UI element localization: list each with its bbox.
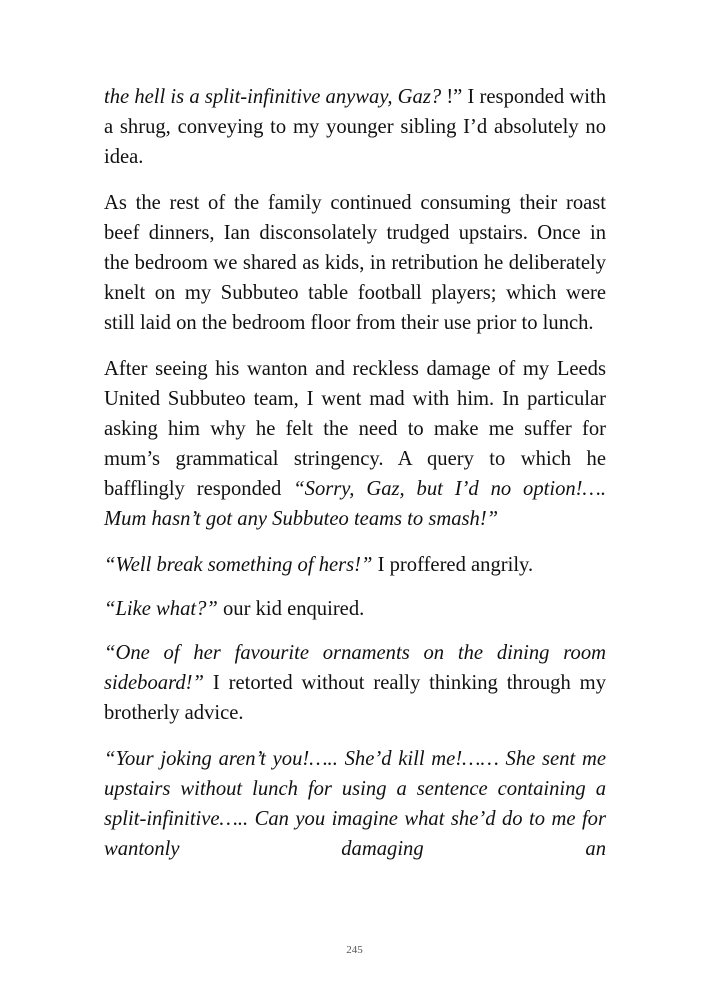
paragraph-1 xyxy=(104,82,606,172)
text-segment: “Your joking aren’t you!….. She’d kill me!…… She sent me upstairs without lunch for using a sentence containing a split-infinitive….. Can you imagine what she’d do to me for wantonly damaging an xyxy=(104,748,606,860)
page-body xyxy=(104,82,606,880)
text-segment: As the rest of the family continued consuming their roast beef dinners, Ian disconsolately trudged upstairs. Once in the bedroom we shared as kids, in retribution he deliberately knelt on my Subbuteo table football players; which were still laid on the bedroom floor from their use prior to lunch. xyxy=(104,192,606,334)
paragraph-5 xyxy=(104,594,606,624)
page-number: 245 xyxy=(346,944,363,956)
text-segment: the hell is a split-infinitive anyway, Gaz? xyxy=(104,86,442,108)
paragraph-6 xyxy=(104,638,606,728)
paragraph-4 xyxy=(104,550,606,580)
text-segment: I proffered angrily. xyxy=(372,554,534,576)
paragraph-7 xyxy=(104,744,606,864)
text-segment: I retorted without really thinking through my brotherly advice. xyxy=(104,672,606,724)
text-segment: “Well break something of hers!” xyxy=(104,554,373,576)
text-segment: After seeing his wanton and reckless damage of my Leeds United Subbuteo team, I went mad with him. In particular asking him why he felt the need to make me suffer for mum’s grammatical stringency. A query to which he bafflingly responded xyxy=(104,358,606,500)
paragraph-2 xyxy=(104,188,606,338)
text-segment: “One of her favourite ornaments on the dining room sideboard!” xyxy=(104,642,606,694)
text-segment: !” I responded with a shrug, conveying to my younger sibling I’d absolutely no idea. xyxy=(104,86,606,168)
text-segment: “Sorry, Gaz, but I’d no option!…. Mum hasn’t got any Subbuteo teams to smash!” xyxy=(104,478,606,530)
text-segment: “Like what?” xyxy=(104,598,218,620)
text-segment: our kid enquired. xyxy=(217,598,365,620)
paragraph-3 xyxy=(104,354,606,534)
